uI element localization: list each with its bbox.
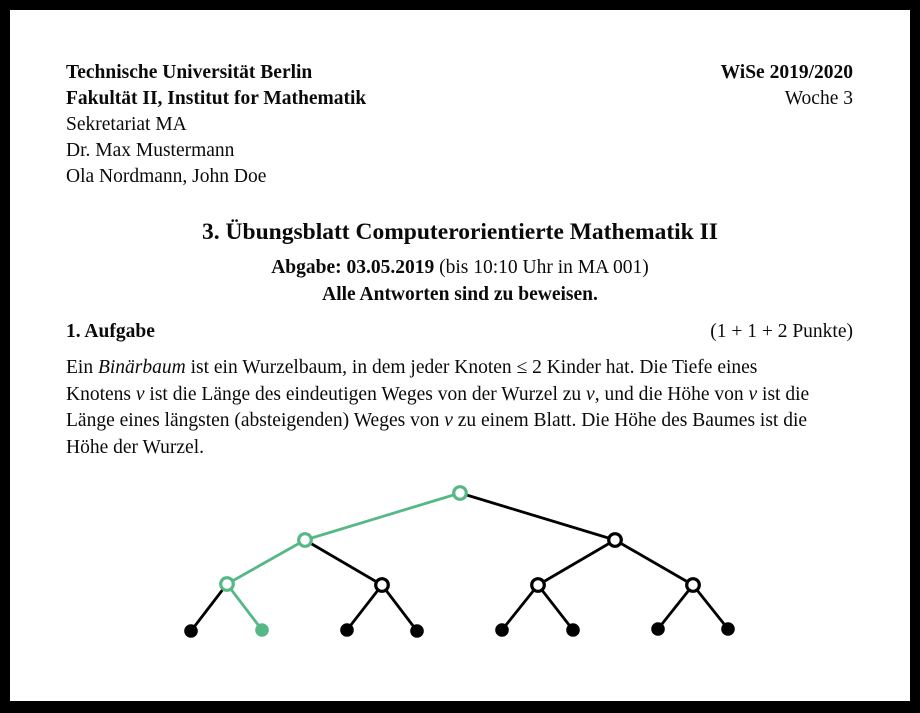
text-segment: Höhe der Wurzel. xyxy=(66,436,205,458)
text-segment: Knotens xyxy=(66,383,136,405)
paragraph-line xyxy=(66,355,866,382)
text-segment: v xyxy=(586,383,595,405)
header-left-line: Fakultät II, Institut for Mathematik xyxy=(66,88,367,109)
note-line: Alle Antworten sind zu beweisen. xyxy=(322,284,598,305)
document-page xyxy=(10,10,910,701)
text-segment: ist die Länge des eindeutigen Weges von der Wurzel zu xyxy=(144,383,587,405)
deadline-date: Abgabe: 03.05.2019 xyxy=(271,257,435,278)
text-segment: Binärbaum xyxy=(97,357,186,378)
text-segment: zu einem Blatt. Die Höhe des Baumes ist die xyxy=(452,410,808,431)
text-segment: Länge eines längsten (absteigenden) Weges von xyxy=(66,410,445,431)
header-right xyxy=(721,60,853,112)
header-left-line: Sekretariat MA xyxy=(66,114,187,135)
sheet-title: 3. Übungsblatt Computerorientierte Mathematik II xyxy=(202,219,718,245)
text-segment: , und die Höhe von xyxy=(594,383,749,405)
deadline-line xyxy=(10,255,910,281)
text-segment: ist die xyxy=(757,383,810,405)
task-label: 1. Aufgabe xyxy=(66,321,155,342)
header-left-line: Ola Nordmann, John Doe xyxy=(66,166,267,187)
deadline-details: (bis 10:10 Uhr in MA 001) xyxy=(434,257,649,278)
paragraph-line xyxy=(66,408,866,435)
text-segment: v xyxy=(444,410,453,431)
paragraph-line xyxy=(66,382,866,409)
intro-paragraph xyxy=(66,355,866,461)
header-left-line: Technische Universität Berlin xyxy=(66,62,313,83)
text-segment: v xyxy=(135,383,145,405)
task-row xyxy=(66,319,853,345)
task-points: (1 + 1 + 2 Punkte) xyxy=(710,321,853,342)
text-segment: ist ein Wurzelbaum, in dem jeder Knoten ≤ 2 Kinder hat. Die Tiefe eines xyxy=(185,357,758,378)
paragraph-line xyxy=(66,435,866,462)
text-segment: Ein xyxy=(66,357,98,378)
header-left-line: Dr. Max Mustermann xyxy=(66,140,235,161)
text-segment: v xyxy=(748,383,758,405)
header-right-line: WiSe 2019/2020 xyxy=(720,62,853,83)
header-left xyxy=(66,60,366,190)
header-right-line: Woche 3 xyxy=(784,88,853,109)
